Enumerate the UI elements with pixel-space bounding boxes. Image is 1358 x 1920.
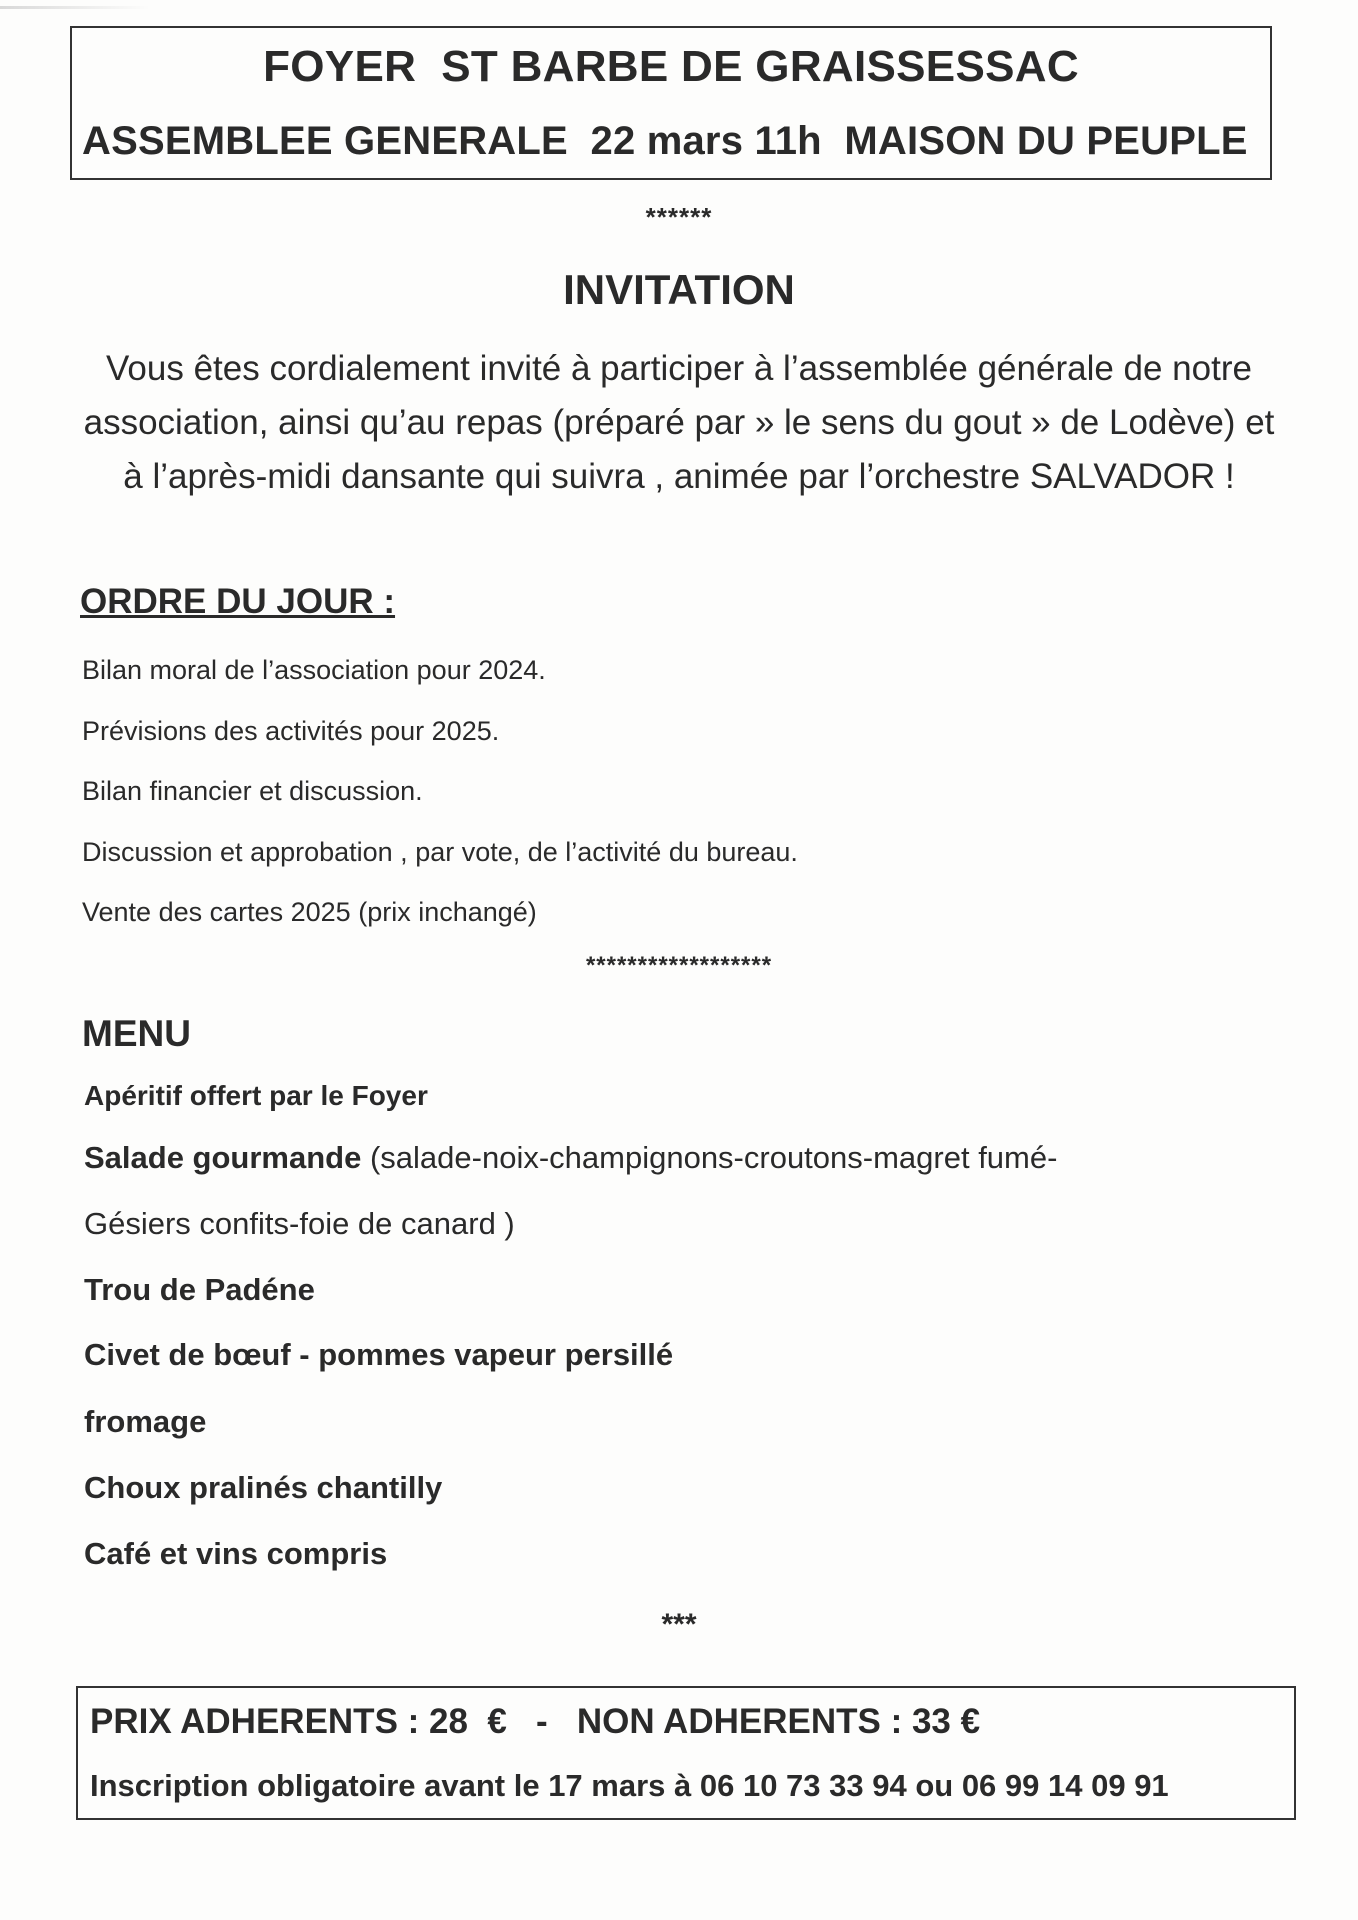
invitation-text: Vous êtes cordialement invité à participer à l’assemblée générale de notre association, ainsi qu’au repas (préparé par » le sens du gout » de Lodève) et à l’après-midi dansante qui suivra , animée par l’orchestre SALVADOR !	[83, 349, 1275, 496]
agenda-item: Vente des cartes 2025 (prix inchangé)	[82, 897, 537, 927]
menu-item-fromage: fromage	[84, 1404, 207, 1439]
separator-top: ******	[645, 202, 713, 232]
agenda-item: Bilan moral de l’association pour 2024.	[82, 655, 546, 685]
price-line: PRIX ADHERENTS : 28 € - NON ADHERENTS : 33 €	[90, 1702, 981, 1741]
separator-mid: ******************	[585, 952, 773, 979]
agenda-heading: ORDRE DU JOUR :	[80, 582, 396, 621]
header-title: FOYER ST BARBE DE GRAISSESSAC	[263, 42, 1079, 91]
header-subtitle: ASSEMBLEE GENERALE 22 mars 11h MAISON DU PEUPLE	[82, 119, 1248, 163]
menu-item-trou: Trou de Padéne	[84, 1272, 315, 1307]
agenda-item: Discussion et approbation , par vote, de l’activité du bureau.	[82, 836, 798, 867]
pricing-box	[76, 1686, 1296, 1820]
menu-item-salade	[84, 1140, 1057, 1176]
menu-item-plat: Civet de bœuf - pommes vapeur persillé	[84, 1337, 674, 1372]
menu-item-boissons: Café et vins compris	[84, 1536, 388, 1571]
scan-artifact	[0, 6, 150, 9]
menu-item-salade-detail: Gésiers confits-foie de canard )	[84, 1206, 515, 1241]
agenda-item: Bilan financier et discussion.	[82, 776, 423, 806]
menu-item-dessert: Choux pralinés chantilly	[84, 1470, 443, 1505]
salade-detail: (salade-noix-champignons-croutons-magret fumé-	[361, 1140, 1058, 1175]
header-box	[70, 26, 1272, 180]
agenda-item: Prévisions des activités pour 2025.	[82, 715, 500, 746]
salade-name: Salade gourmande	[84, 1140, 362, 1175]
menu-heading: MENU	[82, 1013, 191, 1054]
invitation-heading: INVITATION	[563, 266, 795, 313]
inscription-line: Inscription obligatoire avant le 17 mars à 06 10 73 33 94 ou 06 99 14 09 91	[90, 1768, 1169, 1803]
agenda-list	[82, 646, 798, 949]
separator-bottom: ***	[661, 1608, 697, 1641]
menu-item-aperitif: Apéritif offert par le Foyer	[84, 1080, 428, 1111]
